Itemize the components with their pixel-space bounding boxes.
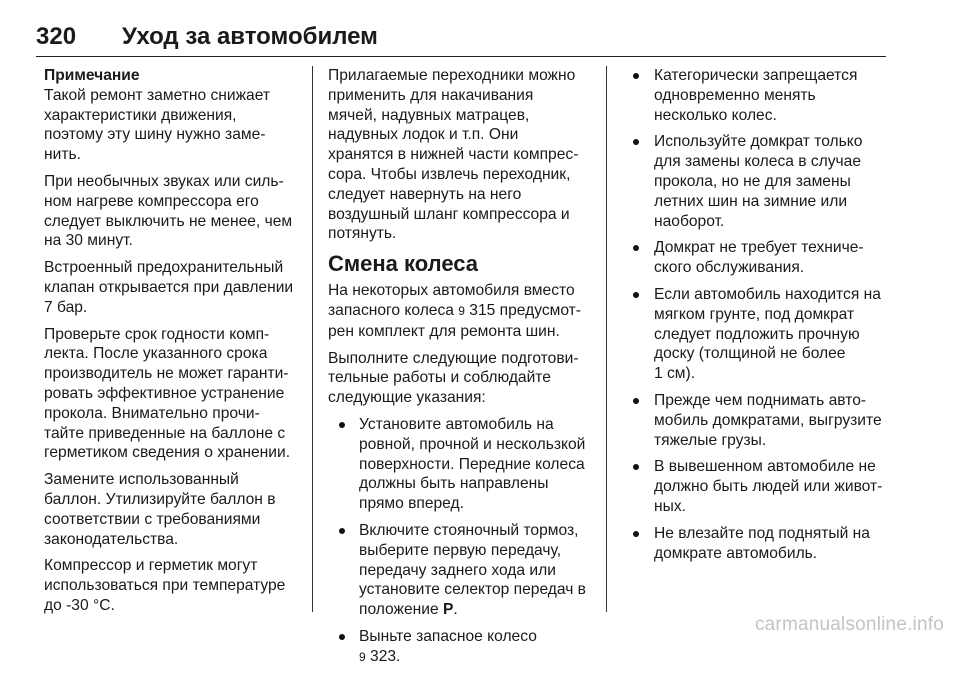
paragraph (44, 86, 302, 165)
text-line: законодательства. (44, 530, 179, 548)
paragraph (44, 556, 302, 615)
text-line (328, 301, 596, 322)
list-item (622, 391, 890, 450)
bullet-dot-icon (633, 245, 639, 251)
text-line: прямо вперед. (359, 495, 464, 513)
text-line: установите селектор передач в (359, 581, 586, 599)
column-divider-1 (312, 66, 313, 612)
text-fragment: 315 предусмот- (464, 301, 582, 319)
bullet-dot-icon (633, 139, 639, 145)
text-line: летних шин на зимние или (654, 192, 848, 210)
text-line: лекта. После указанного срока (44, 345, 268, 363)
text-fragment: 323. (365, 647, 401, 665)
text-line: следует выключить не менее, чем (44, 212, 293, 230)
text-line (359, 647, 596, 668)
text-line: производитель не может гаранти- (44, 365, 289, 383)
paragraph (328, 349, 596, 408)
text-line: Не влезайте под поднятый на (654, 524, 870, 542)
paragraph (328, 66, 596, 244)
text-line: ровать эффективное устранение (44, 384, 285, 402)
text-line: должны быть направлены (359, 475, 549, 493)
bullet-list (622, 66, 890, 563)
bullet-dot-icon (339, 422, 345, 428)
text-line: поэтому эту шину нужно заме- (44, 126, 266, 144)
text-line: применить для накачивания (328, 86, 534, 104)
text-line: Компрессор и герметик могут (44, 557, 258, 575)
bullet-dot-icon (633, 464, 639, 470)
text-line: доску (толщиной не более (654, 345, 846, 363)
text-line: использоваться при температуре (44, 577, 286, 595)
list-item (622, 524, 890, 564)
text-line: Проверьте срок годности комп- (44, 325, 270, 343)
page-number: 320 (36, 23, 77, 50)
text-line: характеристики движения, (44, 106, 237, 124)
text-line: надувных лодок и т.п. Они (328, 126, 519, 144)
list-item (328, 627, 596, 668)
text-line: 7 бар. (44, 298, 88, 316)
paragraph (328, 281, 596, 341)
text-line: ского обслуживания. (654, 259, 805, 277)
text-fragment: запасного колеса (328, 301, 459, 319)
list-item (328, 415, 596, 514)
text-line: до -30 °C. (44, 596, 115, 614)
text-line: тельные работы и соблюдайте (328, 369, 551, 387)
text-line: тяжелые грузы. (654, 431, 767, 449)
list-item (622, 457, 890, 516)
text-line: На некоторых автомобиля вместо (328, 282, 575, 300)
text-line: воздушный шланг компрессора и (328, 205, 570, 223)
section-heading: Смена колеса (328, 251, 479, 277)
text-line: одновременно менять (654, 86, 816, 104)
text-line: потянуть. (328, 225, 397, 243)
page-reference-icon: 9 (458, 303, 465, 318)
text-line: Выньте запасное колесо (359, 627, 537, 645)
column-3 (622, 66, 890, 570)
text-line: баллон. Утилизируйте баллон в (44, 490, 276, 508)
bullet-dot-icon (339, 634, 345, 640)
text-line: Домкрат не требует техниче- (654, 239, 864, 257)
bullet-dot-icon (633, 398, 639, 404)
column-divider-2 (606, 66, 607, 612)
text-line: тайте приведенные на баллоне с (44, 424, 286, 442)
text-line: домкрате автомобиль. (654, 544, 818, 562)
text-line: должно быть людей или живот- (654, 478, 883, 496)
text-line: ном нагреве компрессора его (44, 192, 259, 210)
paragraph (44, 258, 302, 317)
note-heading: Примечание (44, 67, 140, 84)
text-line: герметиком сведения о хранении. (44, 444, 291, 462)
text-line: рен комплект для ремонта шин. (328, 322, 560, 340)
text-line: мягком грунте, под домкрат (654, 305, 855, 323)
text-line: Установите автомобиль на (359, 415, 554, 433)
list-item (622, 132, 890, 231)
text-line: прокола. Внимательно прочи- (44, 404, 260, 422)
bullet-dot-icon (633, 292, 639, 298)
bullet-list (328, 415, 596, 668)
text-line: выберите первую передачу, (359, 541, 562, 559)
text-line: Категорически запрещается (654, 67, 858, 84)
text-line: несколько колес. (654, 106, 777, 124)
list-item (622, 285, 890, 384)
bullet-dot-icon (633, 531, 639, 537)
text-line: Прежде чем поднимать авто- (654, 391, 867, 409)
list-item (328, 521, 596, 620)
paragraph (44, 325, 302, 464)
text-line: ровной, прочной и нескользкой (359, 435, 586, 453)
text-line: Включите стояночный тормоз, (359, 521, 579, 539)
text-line (359, 600, 596, 620)
page-title: Уход за автомобилем (122, 23, 378, 50)
text-line: мячей, надувных матрацев, (328, 106, 530, 124)
text-line: мобиль домкратами, выгрузите (654, 411, 882, 429)
bullet-dot-icon (339, 528, 345, 534)
text-fragment: . (453, 601, 458, 619)
text-line: следует навернуть на него (328, 185, 522, 203)
text-line: Выполните следующие подготови- (328, 349, 579, 367)
text-line: наоборот. (654, 212, 725, 230)
text-line: Замените использованный (44, 471, 239, 489)
gear-position: P (442, 601, 454, 619)
text-line: следует подложить прочную (654, 325, 860, 343)
page-header (36, 22, 886, 57)
text-line: хранятся в нижней части компрес- (328, 146, 579, 164)
text-line: соответствии с требованиями (44, 510, 261, 528)
text-line: В вывешенном автомобиле не (654, 458, 876, 476)
text-line: 1 см). (654, 365, 696, 383)
text-line: Такой ремонт заметно снижает (44, 86, 271, 104)
text-line: на 30 минут. (44, 232, 133, 250)
bullet-dot-icon (633, 73, 639, 79)
column-1 (44, 66, 302, 623)
page-reference-icon: 9 (359, 649, 366, 664)
column-2 (328, 66, 596, 675)
text-line: Если автомобиль находится на (654, 285, 881, 303)
text-line: Прилагаемые переходники можно (328, 67, 576, 84)
text-line: поверхности. Передние колеса (359, 455, 585, 473)
text-line: сора. Чтобы извлечь переходник, (328, 165, 571, 183)
text-line: передачу заднего хода или (359, 561, 556, 579)
list-item (622, 66, 890, 125)
text-line: ных. (654, 497, 686, 515)
watermark: carmanualsonline.info (754, 614, 944, 635)
text-line: Используйте домкрат только (654, 133, 863, 151)
text-line: нить. (44, 146, 81, 164)
text-fragment: положение (359, 601, 443, 619)
text-line: для замены колеса в случае (654, 153, 862, 171)
text-line: Встроенный предохранительный (44, 259, 284, 277)
paragraph (44, 470, 302, 549)
text-line: При необычных звуках или силь- (44, 172, 284, 190)
text-line: прокола, но не для замены (654, 172, 851, 190)
text-line: следующие указания: (328, 389, 486, 407)
paragraph (44, 172, 302, 251)
list-item (622, 238, 890, 278)
text-line: клапан открывается при давлении (44, 278, 294, 296)
